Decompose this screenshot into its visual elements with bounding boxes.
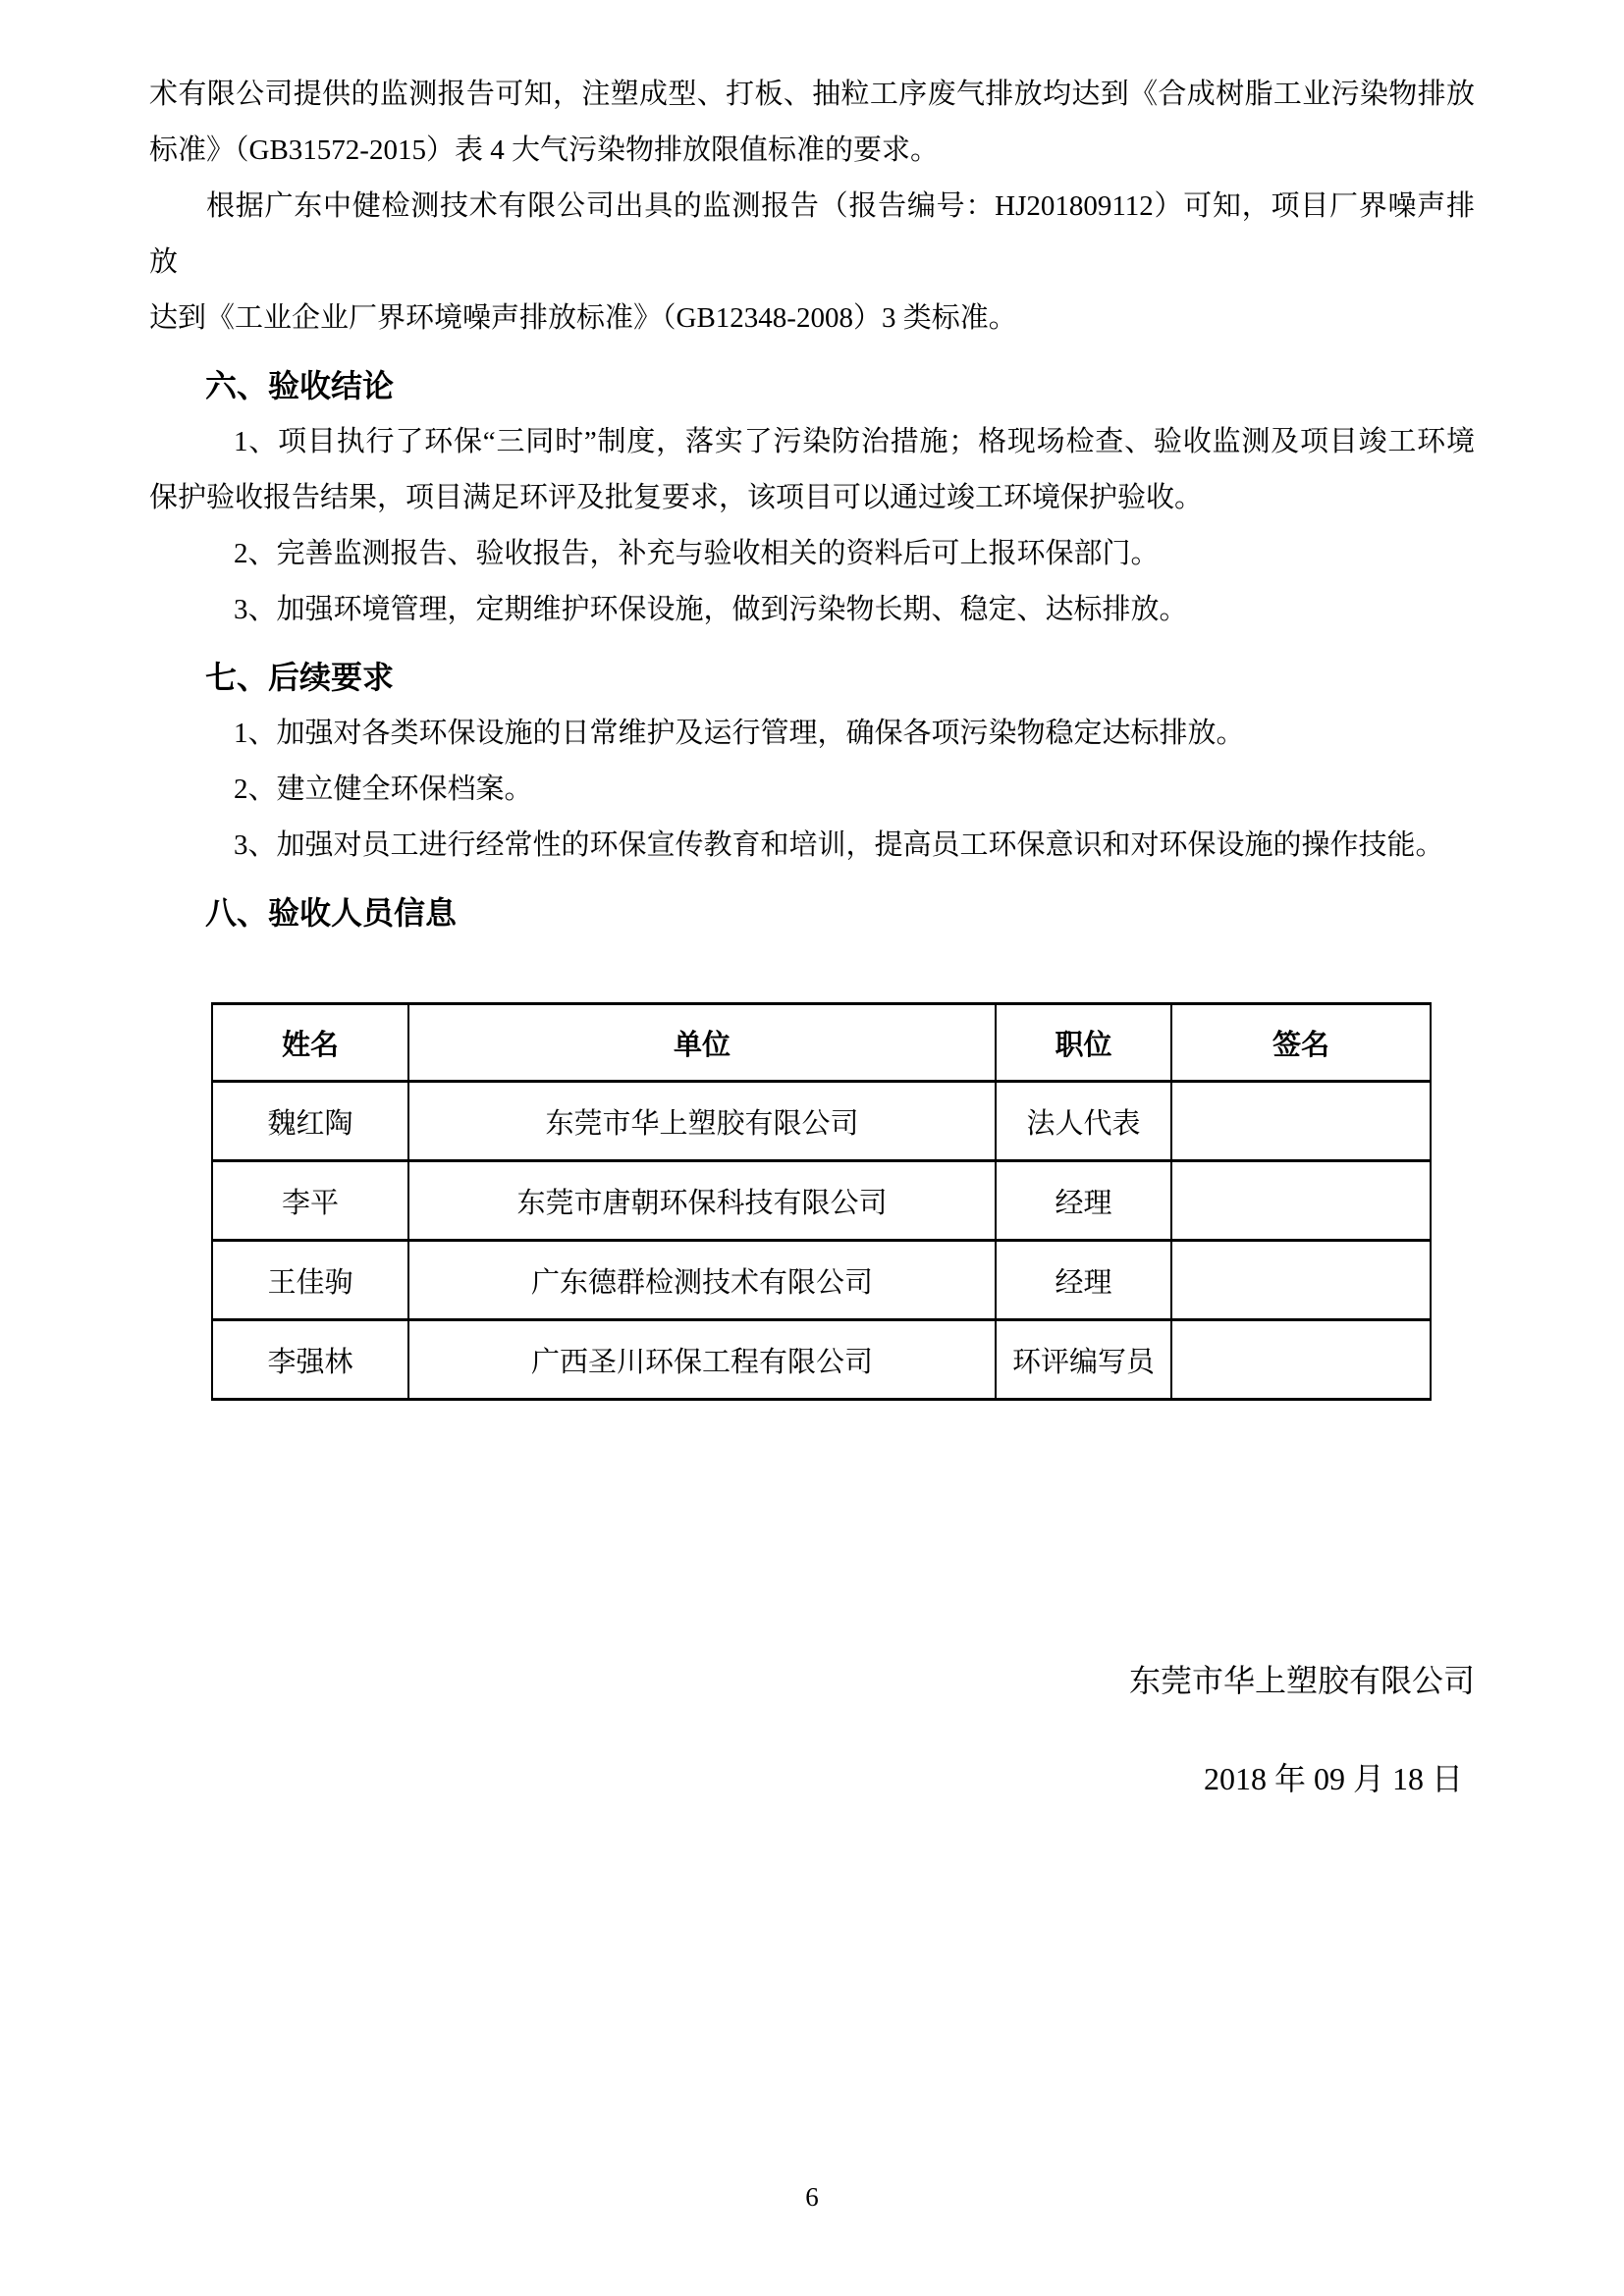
- list-item-line: 3、加强环境管理，定期维护环保设施，做到污染物长期、稳定、达标排放。: [234, 594, 1188, 625]
- cell-title: 经理: [996, 1241, 1171, 1320]
- personnel-table: [211, 1002, 1432, 1401]
- cell-signature: [1171, 1161, 1431, 1241]
- list-item-line: 1、加强对各类环保设施的日常维护及运行管理，确保各项污染物稳定达标排放。: [234, 718, 1245, 749]
- table-header-unit: 单位: [408, 1004, 996, 1082]
- table-header-sign: 签名: [1171, 1004, 1431, 1082]
- paragraph-line: 术有限公司提供的监测报告可知，注塑成型、打板、抽粒工序废气排放均达到《合成树脂工业污染物排放: [149, 79, 1475, 110]
- cell-title: 经理: [996, 1161, 1171, 1241]
- table-row: [212, 1161, 1431, 1241]
- list-item-line: 2、完善监测报告、验收报告，补充与验收相关的资料后可上报环保部门。: [234, 538, 1160, 569]
- section-heading-conclusion: 六、验收结论: [205, 368, 395, 403]
- cell-name: 李平: [212, 1161, 408, 1241]
- table-row: [212, 1082, 1431, 1161]
- cell-signature: [1171, 1320, 1431, 1400]
- table-row: [212, 1241, 1431, 1320]
- cell-title: 法人代表: [996, 1082, 1171, 1161]
- table-row: [212, 1320, 1431, 1400]
- list-item-line: 1、项目执行了环保“三同时”制度，落实了污染防治措施；格现场检查、验收监测及项目竣工环境: [234, 426, 1475, 457]
- signoff-company-name: 东莞市华上塑胶有限公司: [1128, 1663, 1475, 1698]
- paragraph-line: 达到《工业企业厂界环境噪声排放标准》（GB12348-2008）3 类标准。: [149, 302, 1017, 334]
- section-heading-personnel: 八、验收人员信息: [205, 895, 458, 931]
- cell-unit: 广西圣川环保工程有限公司: [408, 1320, 996, 1400]
- table-header-name: 姓名: [212, 1004, 408, 1082]
- cell-signature: [1171, 1241, 1431, 1320]
- cell-title: 环评编写员: [996, 1320, 1171, 1400]
- list-item-line: 3、加强对员工进行经常性的环保宣传教育和培训，提高员工环保意识和对环保设施的操作技能。: [234, 829, 1444, 861]
- cell-name: 王佳驹: [212, 1241, 408, 1320]
- cell-unit: 东莞市唐朝环保科技有限公司: [408, 1161, 996, 1241]
- paragraph-line: 根据广东中健检测技术有限公司出具的监测报告（报告编号：HJ201809112）可知，项目厂界噪声排放: [149, 190, 1475, 278]
- document-content: [149, 67, 1475, 1807]
- table-header-title: 职位: [996, 1004, 1171, 1082]
- table-header-row: [212, 1004, 1431, 1082]
- list-item-line: 2、建立健全环保档案。: [234, 774, 533, 805]
- signoff-date: 2018 年 09 月 18 日: [1203, 1761, 1463, 1796]
- list-item-line: 保护验收报告结果，项目满足环评及批复要求，该项目可以通过竣工环境保护验收。: [149, 482, 1204, 513]
- paragraph-line: 标准》（GB31572-2015）表 4 大气污染物排放限值标准的要求。: [149, 134, 939, 166]
- page-number: 6: [805, 2182, 819, 2212]
- cell-name: 魏红陶: [212, 1082, 408, 1161]
- cell-signature: [1171, 1082, 1431, 1161]
- cell-name: 李强林: [212, 1320, 408, 1400]
- cell-unit: 广东德群检测技术有限公司: [408, 1241, 996, 1320]
- cell-unit: 东莞市华上塑胶有限公司: [408, 1082, 996, 1161]
- section-heading-followup: 七、后续要求: [205, 660, 395, 695]
